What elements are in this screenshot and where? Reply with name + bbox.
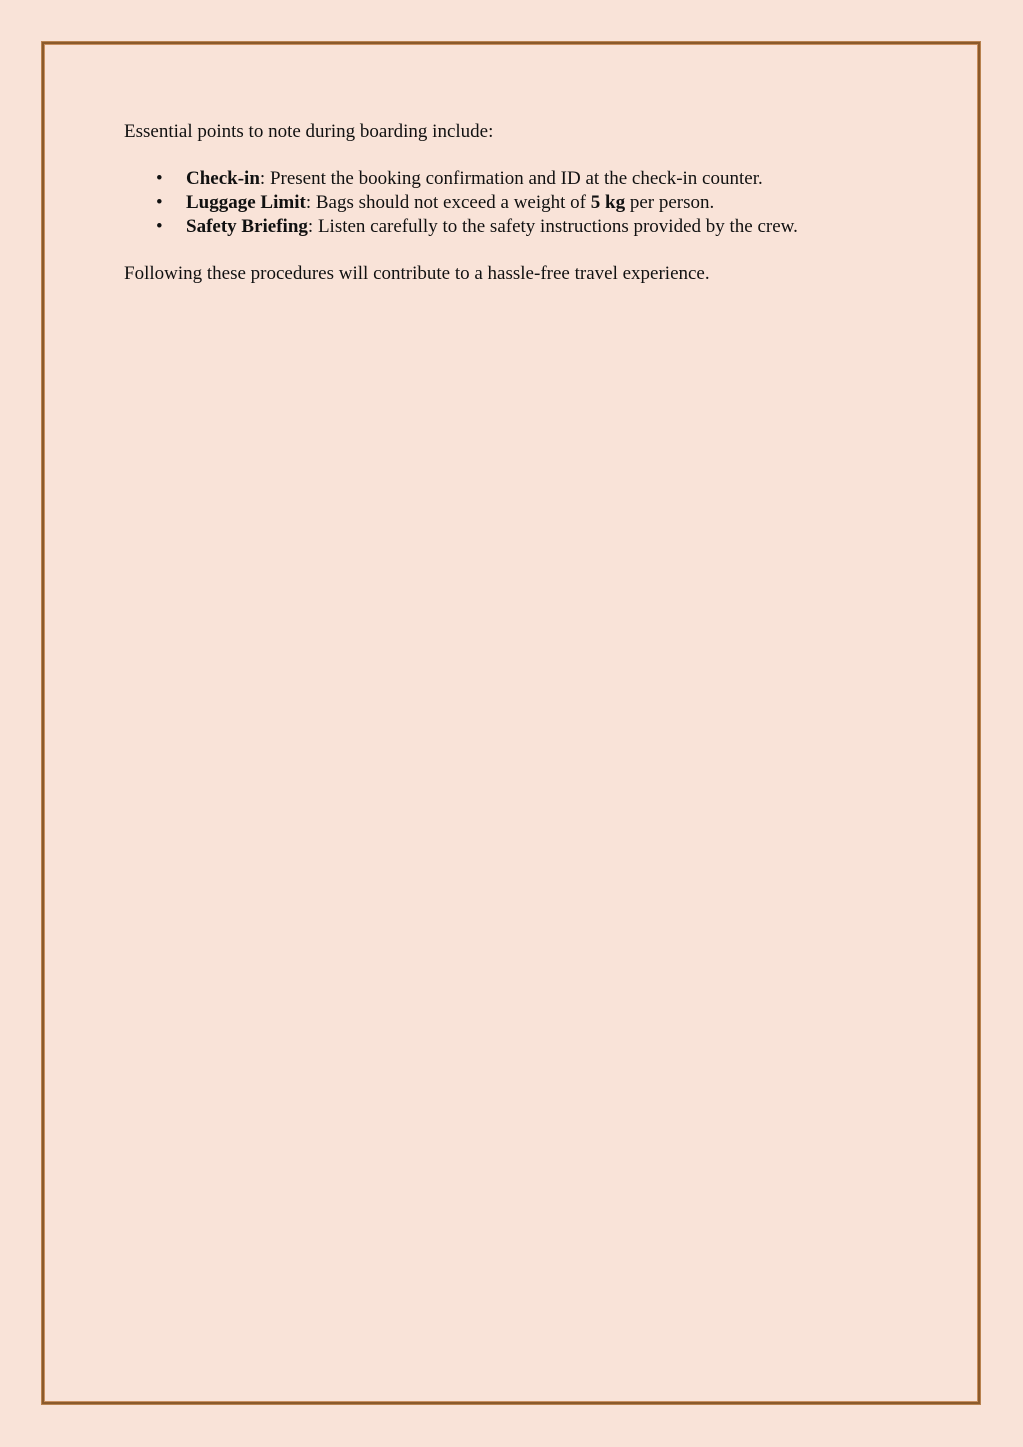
list-item-term: Check-in <box>186 168 260 189</box>
list-item-separator: : <box>305 192 312 213</box>
list-item-check-in <box>156 167 924 191</box>
bullet-icon: • <box>156 192 163 213</box>
list-item-term: Safety Briefing <box>186 216 308 237</box>
boarding-points-list <box>124 167 924 239</box>
list-item-term: Luggage Limit <box>186 192 306 213</box>
bullet-icon: • <box>156 216 163 237</box>
list-item-text: Listen carefully to the safety instructions provided by the crew. <box>313 216 798 237</box>
list-item-text: Present the booking confirmation and ID at the check-in counter. <box>265 168 763 189</box>
list-item-separator: : <box>259 168 266 189</box>
closing-paragraph: Following these procedures will contribute to a hassle-free travel experience. <box>124 263 710 284</box>
document-body <box>124 120 924 286</box>
list-item-highlight: 5 kg <box>590 192 626 213</box>
list-item-separator: : <box>307 216 314 237</box>
list-item-luggage-limit <box>156 191 924 215</box>
list-item-safety-briefing <box>156 215 924 239</box>
bullet-icon: • <box>156 168 163 189</box>
list-item-text-after: per person. <box>625 192 715 213</box>
intro-paragraph: Essential points to note during boarding include: <box>124 121 494 142</box>
list-item-text: Bags should not exceed a weight of <box>311 192 591 213</box>
